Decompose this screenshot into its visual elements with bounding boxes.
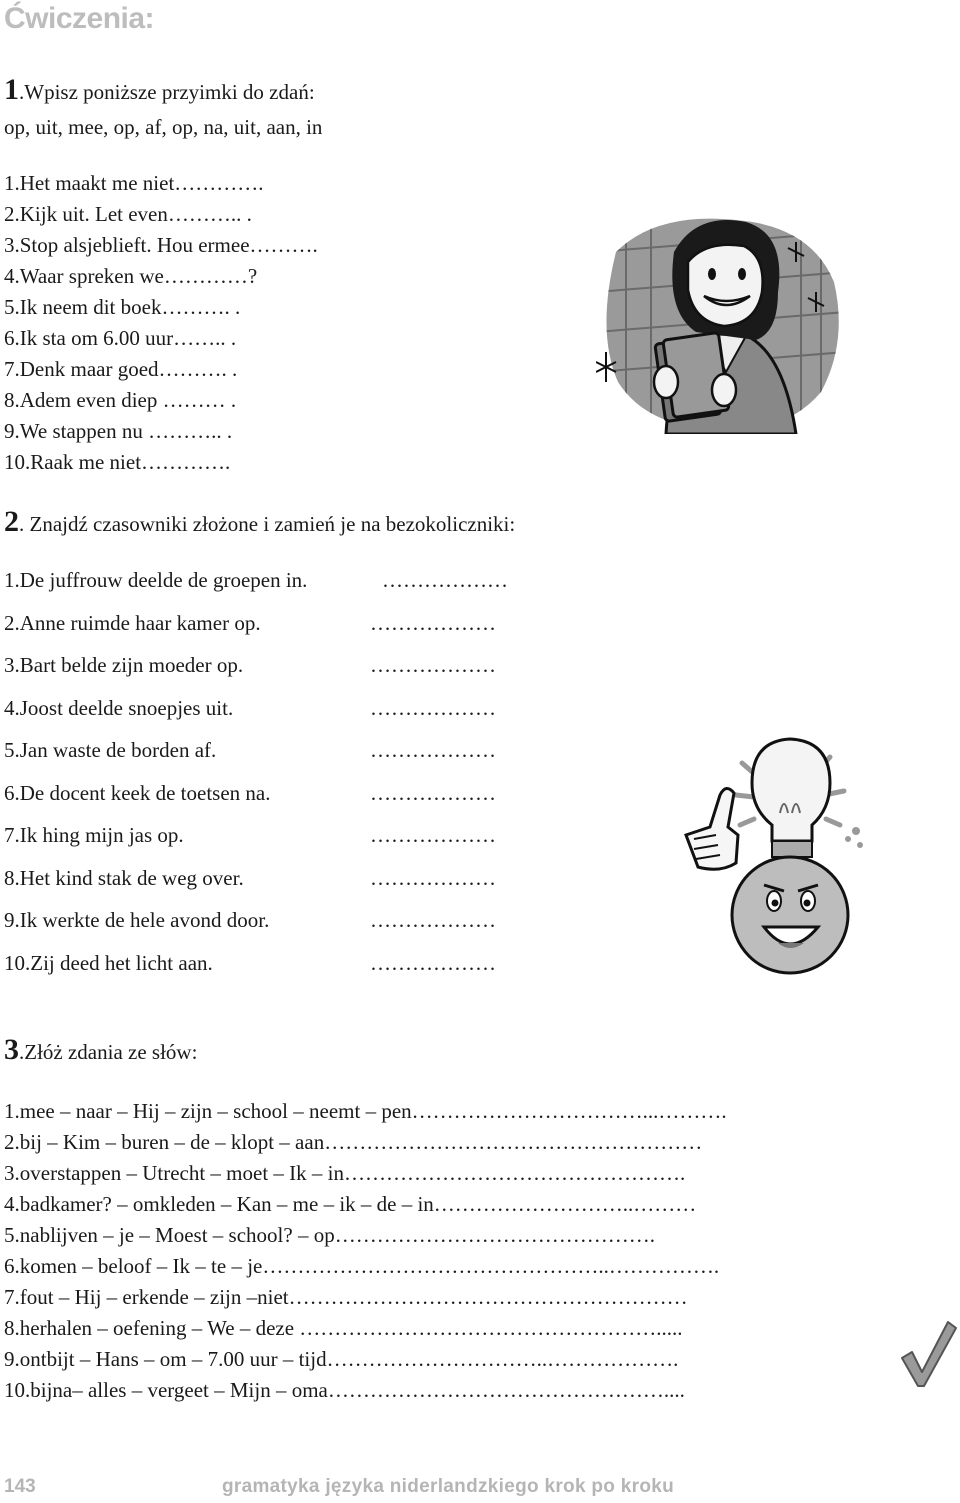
exercise-2-item (4, 865, 496, 891)
answer-blank: ……………… (370, 610, 496, 635)
exercise-3-item: 7.fout – Hij – erkende – zijn –niet………………………………………………… (4, 1285, 688, 1309)
book-title-footer: gramatyka języka niderlandzkiego krok po kroku (222, 1476, 675, 1497)
answer-blank: ……………… (370, 823, 496, 847)
answer-blank: ……………… (370, 865, 496, 890)
exercise-3-item: 10.bijna– alles – vergeet – Mijn – oma………………………………………….... (4, 1378, 685, 1402)
exercise-1-item: 1.Het maakt me niet…………. (4, 171, 264, 195)
sentence: 3.Bart belde zijn moeder op. (4, 653, 244, 677)
exercise-1-item: 9.We stappen nu ……….. . (4, 419, 233, 443)
exercise-3-item: 5.nablijven – je – Moest – school? – op………………………………………. (4, 1223, 655, 1247)
woman-holding-books-illustration (596, 212, 846, 434)
exercise-2-number: 2 (4, 505, 19, 538)
answer-blank: ……………… (370, 950, 496, 975)
sentence: 10.Zij deed het licht aan. (4, 950, 213, 975)
exercise-1-heading (4, 73, 315, 106)
exercise-1-item: 2.Kijk uit. Let even……….. . (4, 202, 252, 226)
exercise-1-list (4, 171, 424, 481)
sentence: 1.De juffrouw deelde de groepen in. (4, 568, 308, 592)
exercise-2-item (4, 695, 496, 721)
exercise-3-instruction: .Złóż zdania ze słów: (19, 1040, 198, 1064)
exercise-2-item (4, 950, 496, 976)
exercise-3-number: 3 (4, 1033, 19, 1066)
answer-blank: ……………… (370, 738, 496, 762)
exercise-2-list (4, 568, 524, 988)
exercise-3-item: 9.ontbijt – Hans – om – 7.00 uur – tijd…………………………..………………. (4, 1347, 679, 1371)
answer-blank: ……………… (370, 653, 496, 677)
answer-blank: ……………… (382, 568, 508, 592)
exercise-1-item: 8.Adem even diep ……… . (4, 388, 237, 412)
sentence: 2.Anne ruimde haar kamer op. (4, 610, 261, 635)
lightbulb-idea-face-illustration (680, 735, 870, 975)
answer-blank: ……………… (370, 908, 496, 932)
exercise-2-instruction: . Znajdź czasowniki złożone i zamień je na bezokoliczniki: (19, 512, 516, 536)
exercise-1-word-bank: op, uit, mee, op, af, op, na, uit, aan, in (4, 115, 323, 139)
exercise-2-item (4, 568, 508, 593)
exercise-3-item: 4.badkamer? – omkleden – Kan – me – ik – de – in………………………..……… (4, 1192, 697, 1216)
exercise-3-list (4, 1099, 904, 1409)
exercise-1-item: 6.Ik sta om 6.00 uur…….. . (4, 326, 237, 350)
page-title: Ćwiczenia: (4, 2, 155, 35)
exercise-1-item: 3.Stop alsjeblieft. Hou ermee………. (4, 233, 318, 257)
answer-blank: ……………… (370, 780, 496, 805)
exercise-1-item: 4.Waar spreken we…………? (4, 264, 258, 288)
exercise-3-item: 6.komen – beloof – Ik – te – je…………………………………………..……………. (4, 1254, 720, 1278)
sentence: 7.Ik hing mijn jas op. (4, 823, 184, 847)
sentence: 4.Joost deelde snoepjes uit. (4, 695, 234, 720)
exercise-1-instruction: .Wpisz poniższe przyimki do zdań: (19, 80, 315, 104)
exercise-3-item: 2.bij – Kim – buren – de – klopt – aan……………………………………………… (4, 1130, 703, 1154)
exercise-2-item (4, 908, 496, 933)
sentence: 9.Ik werkte de hele avond door. (4, 908, 270, 932)
exercise-2-item (4, 653, 496, 678)
exercise-3-item: 8.herhalen – oefening – We – deze ……………………………………………..... (4, 1316, 683, 1340)
exercise-2-heading (4, 505, 516, 538)
exercise-2-item (4, 738, 496, 763)
sentence: 6.De docent keek de toetsen na. (4, 780, 271, 805)
exercise-1-item: 5.Ik neem dit boek………. . (4, 295, 241, 319)
exercise-3-item: 3.overstappen – Utrecht – moet – Ik – in…………………………………………. (4, 1161, 686, 1185)
exercise-3-item: 1.mee – naar – Hij – zijn – school – neemt – pen……………………………...………. (4, 1099, 727, 1123)
exercise-2-item (4, 610, 496, 636)
sentence: 5.Jan waste de borden af. (4, 738, 217, 762)
page-number: 143 (4, 1476, 36, 1497)
exercise-3-heading (4, 1033, 198, 1066)
exercise-1-item: 7.Denk maar goed………. . (4, 357, 238, 381)
exercise-1-number: 1 (4, 73, 19, 106)
exercise-1-item: 10.Raak me niet…………. (4, 450, 231, 474)
sentence: 8.Het kind stak de weg over. (4, 865, 244, 890)
exercise-2-item (4, 823, 496, 848)
answer-blank: ……………… (370, 695, 496, 720)
checkmark-icon (898, 1318, 958, 1390)
exercise-2-item (4, 780, 496, 806)
